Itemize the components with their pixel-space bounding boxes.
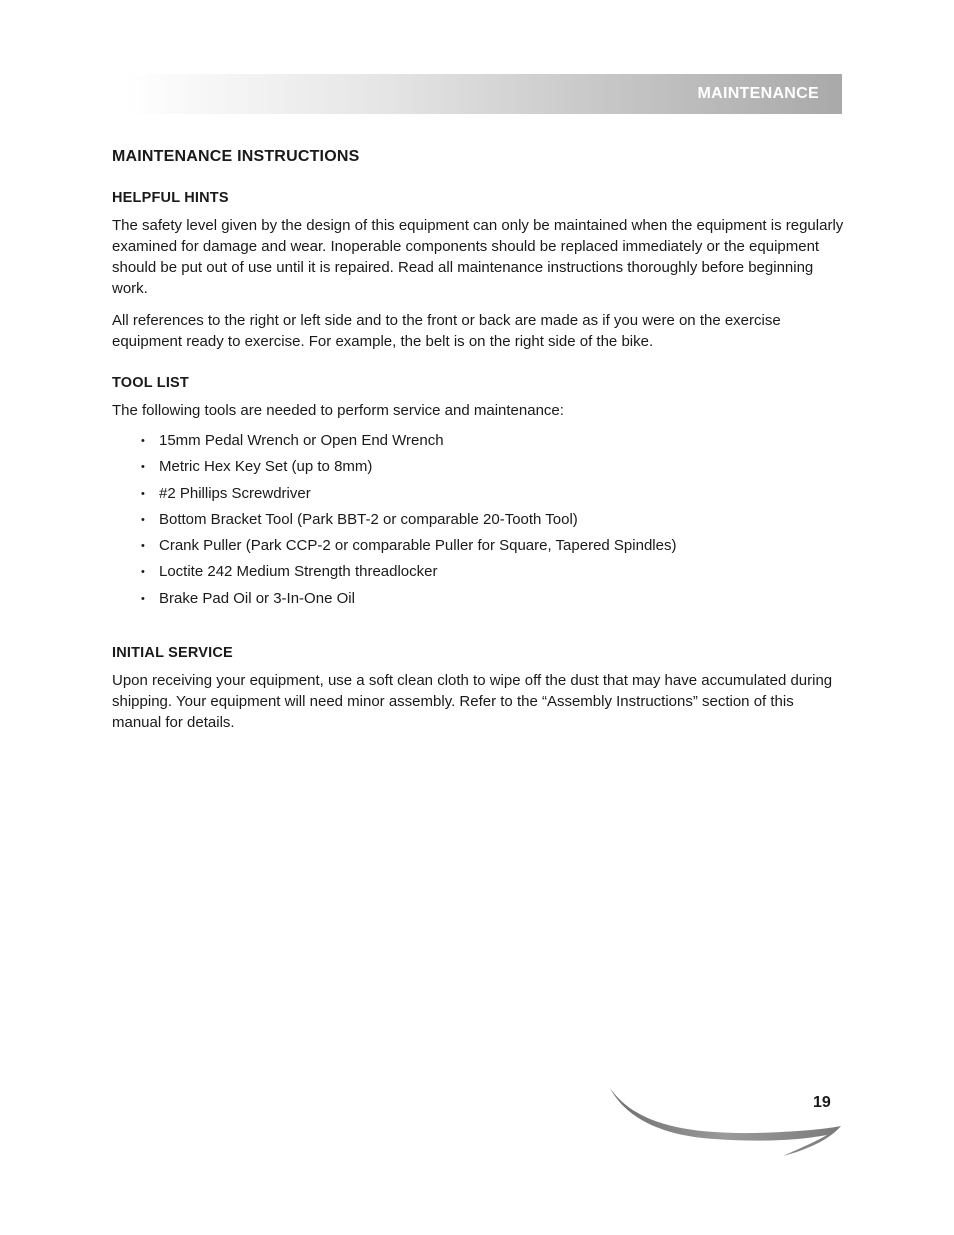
section-header-label: MAINTENANCE (697, 85, 819, 102)
bullet-icon: • (141, 461, 145, 474)
main-content (112, 148, 844, 744)
section-header-bar (125, 74, 842, 114)
initial-service-paragraph: Upon receiving your equipment, use a soft clean cloth to wipe off the dust that may have accumulated during shipping. Your equipment will need minor assembly. Refer to the “Assembly Instructions” section of this manual for details. (112, 672, 833, 732)
page-title: MAINTENANCE INSTRUCTIONS (112, 148, 360, 165)
tool-list-item: • Metric Hex Key Set (up to 8mm) (141, 458, 373, 476)
tool-list (112, 431, 844, 609)
bullet-icon: • (141, 513, 145, 526)
tool-list-item: • Bottom Bracket Tool (Park BBT-2 or comparable 20-Tooth Tool) (141, 510, 578, 528)
swoosh-logo-icon (605, 1084, 845, 1160)
tool-list-item: • 15mm Pedal Wrench or Open End Wrench (141, 432, 444, 449)
helpful-hints-heading: HELPFUL HINTS (112, 190, 229, 206)
tool-list-heading: TOOL LIST (112, 375, 189, 391)
helpful-hints-paragraph-1: The safety level given by the design of this equipment can only be maintained when the equipment is regularly examined for damage and wear. Inoperable components should be replaced immediately or the equipment should be put out of use until it is repaired. Read all maintenance instructions thoroughly before beginning work. (112, 217, 844, 297)
tool-list-intro: The following tools are needed to perform service and maintenance: (112, 402, 564, 419)
tool-list-item: • Loctite 242 Medium Strength threadlocker (141, 563, 438, 581)
bullet-icon: • (141, 435, 145, 447)
bullet-icon: • (141, 592, 145, 605)
helpful-hints-paragraph-2: All references to the right or left side and to the front or back are made as if you were on the exercise equipment ready to exercise. For example, the belt is on the right side of the bike. (112, 312, 781, 350)
tool-list-item: • #2 Phillips Screwdriver (141, 484, 311, 502)
bullet-icon: • (141, 566, 145, 579)
tool-list-item: • Brake Pad Oil or 3-In-One Oil (141, 589, 355, 607)
bullet-icon: • (141, 540, 145, 553)
page-number: 19 (813, 1094, 831, 1111)
initial-service-heading: INITIAL SERVICE (112, 645, 233, 662)
tool-list-item: • Crank Puller (Park CCP-2 or comparable Puller for Square, Tapered Spindles) (141, 537, 677, 555)
bullet-icon: • (141, 487, 145, 500)
